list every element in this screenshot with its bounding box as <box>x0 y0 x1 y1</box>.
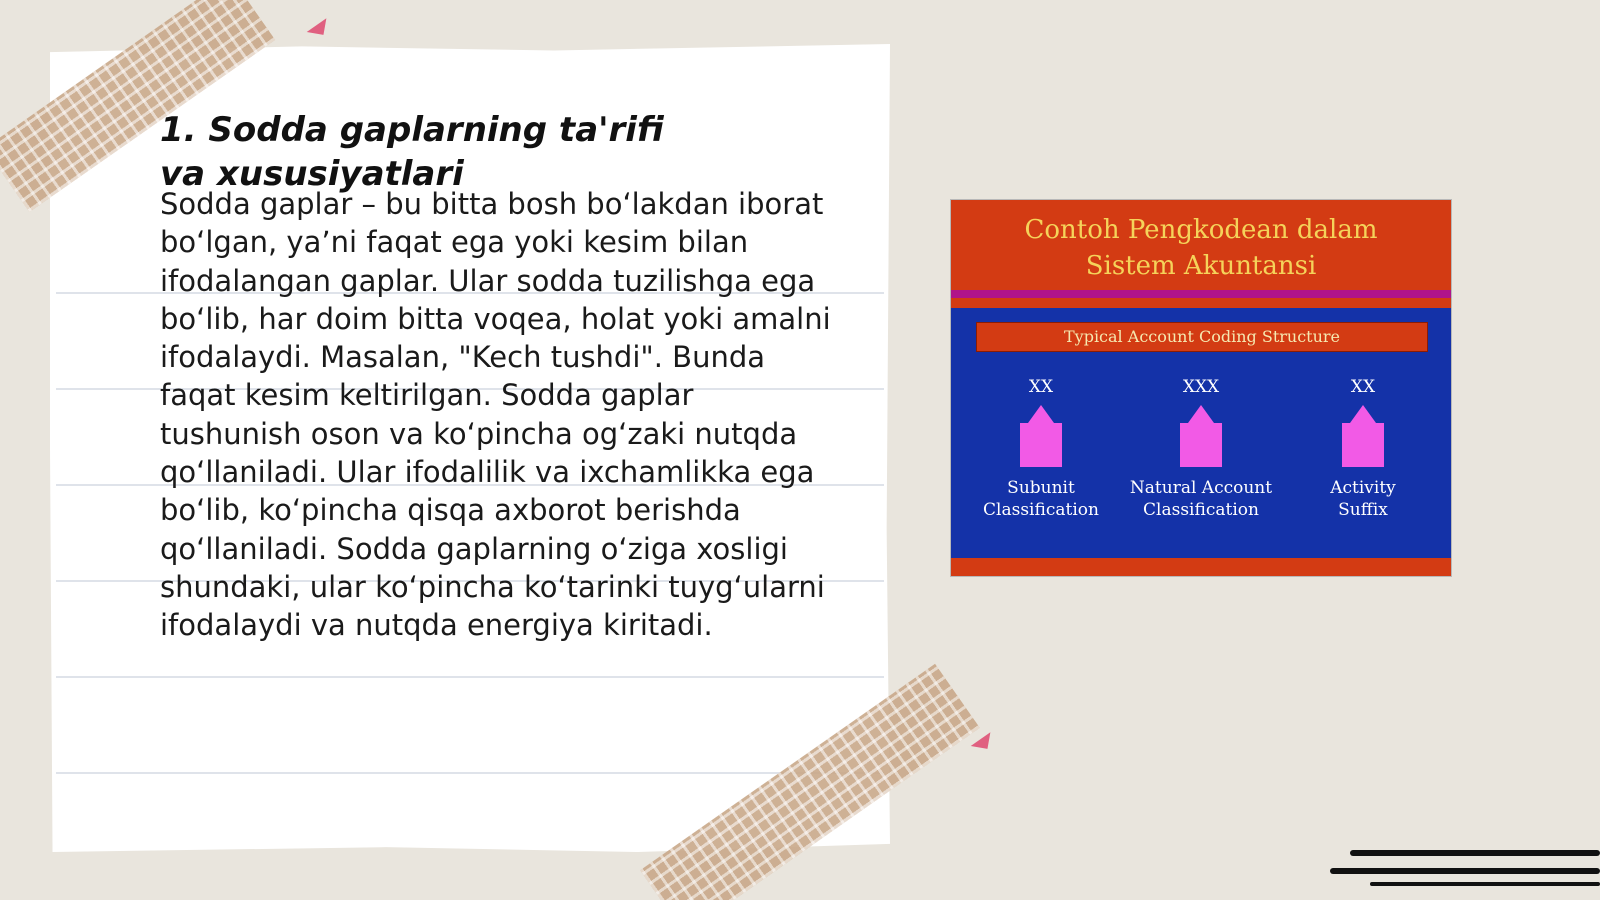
slide-body-text: Sodda gaplar – bu bitta bosh bo‘lakdan iborat bo‘lgan, ya’ni faqat ega yoki kesim bilan ifodalangan gaplar. Ular sodda tuzilishga ega bo‘lib, har doim bitta voqea, holat yoki amalni ifodalaydi. Masalan, "Kech tushdi". Bunda faqat kesim keltirilgan. Sodda gaplar tushunish oson va ko‘pincha og‘zaki nutqda qo‘llaniladi. Ular ifodalilik va ixchamlikka ega bo‘lib, ko‘pincha qisqa axborot berishda qo‘llaniladi. Sodda gaplarning o‘ziga xosligi shundaki, ular ko‘pincha ko‘tarinki tuyg‘ularni ifodalaydi va nutqda energiya kiritadi. <box>160 187 831 643</box>
up-arrow-icon <box>1020 405 1062 467</box>
figure-header <box>951 200 1451 290</box>
tape-tip-bottom <box>971 732 998 756</box>
up-arrow-icon <box>1180 405 1222 467</box>
figure-footer <box>951 558 1451 576</box>
figure-title-line1: Contoh Pengkodean dalam <box>1024 215 1378 245</box>
figure-stripe <box>951 298 1451 308</box>
coding-structure-figure <box>950 199 1452 577</box>
brush-stroke <box>1350 850 1600 856</box>
figure-stripe <box>951 290 1451 298</box>
figure-column-subunit <box>956 375 1126 521</box>
figure-column-label: Subunit Classification <box>983 478 1099 520</box>
tape-tip-top <box>307 18 334 42</box>
figure-code: XXX <box>1182 377 1220 397</box>
paper-rule <box>56 772 884 774</box>
figure-column-label: Activity Suffix <box>1330 478 1396 520</box>
paper-rule <box>56 676 884 678</box>
figure-title <box>951 212 1451 284</box>
figure-column-activity <box>1278 375 1448 521</box>
brush-stroke <box>1330 868 1600 874</box>
brush-stroke <box>1370 882 1600 886</box>
figure-column-label: Natural Account Classification <box>1129 478 1273 520</box>
figure-code: XX <box>1028 377 1054 397</box>
figure-title-line2: Sistem Akuntansi <box>1085 251 1317 281</box>
slide-title: 1. Sodda gaplarning ta'rifi va xususiyatlari <box>160 110 664 194</box>
figure-code: XX <box>1350 377 1376 397</box>
figure-banner: Typical Account Coding Structure <box>976 322 1428 352</box>
figure-column-natural-account <box>1116 375 1286 521</box>
up-arrow-icon <box>1342 405 1384 467</box>
